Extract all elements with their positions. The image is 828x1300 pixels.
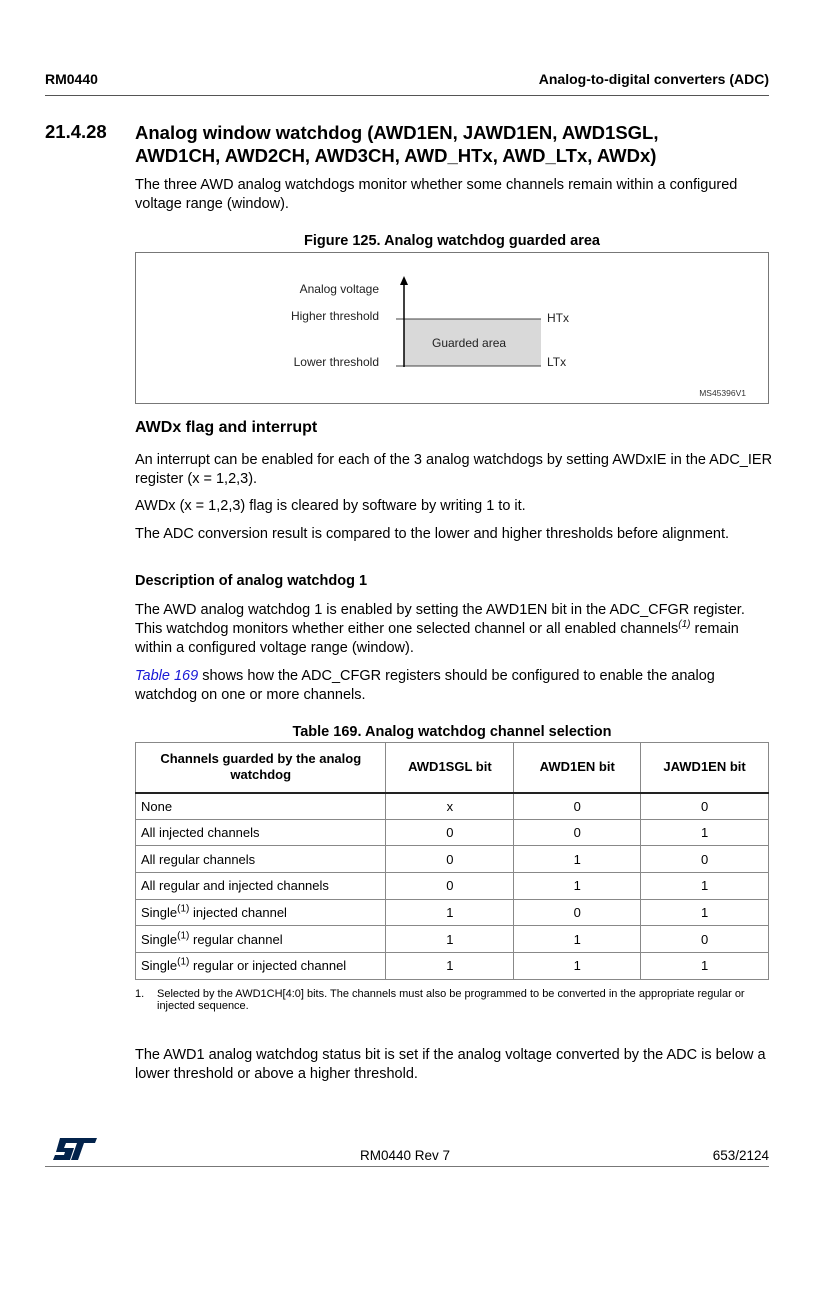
- flag-paragraph-3: The ADC conversion result is compared to the lower and higher thresholds before alignment.: [135, 526, 730, 542]
- channels-cell: None: [136, 793, 386, 820]
- channels-cell: Single$^{(1)}$ injected channel: [136, 899, 386, 926]
- awd1en-cell: 1: [514, 953, 641, 980]
- footnote-number: 1.: [135, 988, 145, 1000]
- lower-threshold-label: Lower threshold: [293, 355, 379, 369]
- awd1en-cell: 1: [514, 846, 641, 873]
- flag-interrupt-heading: AWDx flag and interrupt: [135, 419, 318, 436]
- figure-guarded-area: [135, 252, 769, 404]
- table-row: [136, 926, 769, 953]
- awd1en-cell: 0: [514, 899, 641, 926]
- section-number: 21.4.28: [45, 121, 107, 142]
- section-title-line1: Analog window watchdog (AWD1EN, JAWD1EN, AWD1SGL,: [135, 122, 659, 143]
- table-row: [136, 873, 769, 900]
- flag-paragraph-1: An interrupt can be enabled for each of the 3 analog watchdogs by setting AWDxIE in the ADC_IER register (x = 1,2,3).: [135, 452, 773, 487]
- table-row: [136, 846, 769, 873]
- higher-threshold-label: Higher threshold: [290, 309, 379, 323]
- col-header-awd1sgl: AWD1SGL bit: [386, 743, 514, 793]
- awd1sgl-cell: 1: [386, 953, 514, 980]
- awd1en-cell: 0: [514, 793, 641, 820]
- table-row: [136, 819, 769, 846]
- awd1sgl-cell: x: [386, 793, 514, 820]
- section-title: [135, 121, 775, 167]
- jawd1en-cell: 0: [641, 846, 769, 873]
- awd1sgl-cell: 1: [386, 899, 514, 926]
- header-chapter-title: Analog-to-digital converters (ADC): [538, 71, 769, 87]
- footer-page-number: 653/2124: [712, 1148, 769, 1163]
- channel-selection-table: [135, 742, 769, 980]
- awd1-paragraph-2: Table 169 shows how the ADC_CFGR registers should be configured to enable the analog watchdog on one or more channels.: [135, 668, 715, 703]
- axis-arrow-icon: [400, 276, 408, 285]
- guarded-area-label: Guarded area: [432, 336, 507, 350]
- table-row: [136, 899, 769, 926]
- jawd1en-cell: 1: [641, 899, 769, 926]
- col-header-jawd1en: JAWD1EN bit: [641, 743, 769, 793]
- header-divider: [45, 95, 769, 96]
- figure-caption: Figure 125. Analog watchdog guarded area: [304, 233, 600, 249]
- table-row: [136, 793, 769, 820]
- awd1sgl-cell: 1: [386, 926, 514, 953]
- channels-cell: Single$^{(1)}$ regular or injected channel: [136, 953, 386, 980]
- channels-cell: Single$^{(1)}$ regular channel: [136, 926, 386, 953]
- awd1sgl-cell: 0: [386, 873, 514, 900]
- jawd1en-cell: 0: [641, 793, 769, 820]
- jawd1en-cell: 0: [641, 926, 769, 953]
- figure-ref-code: MS45396V1: [699, 388, 746, 398]
- header-doc-id: RM0440: [45, 71, 98, 87]
- htx-label: HTx: [547, 311, 569, 325]
- footnote-text: Selected by the AWD1CH[4:0] bits. The channels must also be programmed to be converted in the appropriate regular or injected sequence.: [157, 988, 745, 1012]
- channels-cell: All injected channels: [136, 819, 386, 846]
- footer-divider: [45, 1166, 769, 1167]
- table-caption: Table 169. Analog watchdog channel selection: [292, 724, 612, 740]
- intro-paragraph: The three AWD analog watchdogs monitor whether some channels remain within a configured voltage range (window).: [135, 177, 738, 212]
- table-169-link[interactable]: Table 169: [135, 668, 199, 684]
- awd1sgl-cell: 0: [386, 846, 514, 873]
- footnote-ref: (1): [678, 619, 691, 631]
- jawd1en-cell: 1: [641, 873, 769, 900]
- col-header-awd1en: AWD1EN bit: [514, 743, 641, 793]
- jawd1en-cell: 1: [641, 953, 769, 980]
- channels-cell: All regular channels: [136, 846, 386, 873]
- guarded-area-diagram: [136, 253, 770, 405]
- table-row: [136, 953, 769, 980]
- ltx-label: LTx: [547, 355, 567, 369]
- st-logo-svg: [52, 1137, 98, 1161]
- st-logo-icon: [52, 1137, 98, 1166]
- awd1en-cell: 1: [514, 873, 641, 900]
- footer-revision: RM0440 Rev 7: [360, 1148, 451, 1163]
- flag-paragraph-2: AWDx (x = 1,2,3) flag is cleared by software by writing 1 to it.: [135, 498, 526, 514]
- col-header-channels: Channels guarded by the analog watchdog: [136, 743, 386, 793]
- jawd1en-cell: 1: [641, 819, 769, 846]
- section-title-line2: AWD1CH, AWD2CH, AWD3CH, AWD_HTx, AWD_LTx, AWDx): [135, 145, 657, 166]
- awd1sgl-cell: 0: [386, 819, 514, 846]
- awd1-paragraph-1: The AWD analog watchdog 1 is enabled by setting the AWD1EN bit in the ADC_CFGR register. This watchdog monitors whether either one selected channel or all enabled channels$^{(1)}$ remain within a configured voltage range (window).: [135, 602, 745, 656]
- awd1-description-heading: Description of analog watchdog 1: [135, 573, 368, 589]
- table-header-row: [136, 743, 769, 793]
- table-footnote: [135, 988, 755, 1012]
- awd1en-cell: 1: [514, 926, 641, 953]
- channels-cell: All regular and injected channels: [136, 873, 386, 900]
- awd1en-cell: 0: [514, 819, 641, 846]
- analog-voltage-label: Analog voltage: [299, 282, 379, 296]
- closing-paragraph: The AWD1 analog watchdog status bit is set if the analog voltage converted by the ADC is below a lower threshold or above a higher threshold.: [135, 1047, 766, 1082]
